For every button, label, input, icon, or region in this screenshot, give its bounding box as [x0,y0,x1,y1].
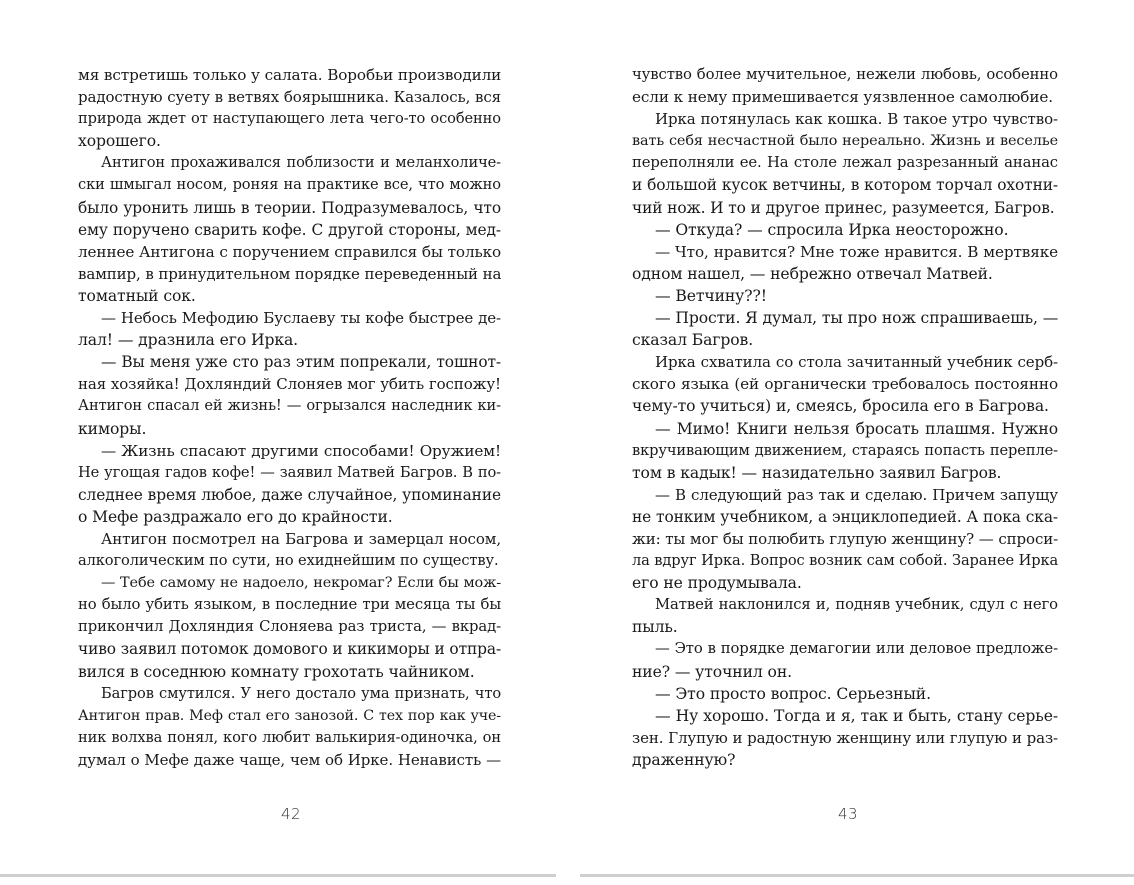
text-line: зен. Глупую и радостную женщину или глупую и раз- [632,728,1058,747]
text-line: драженную? [632,750,736,769]
text-line: было уронить лишь в теории. Подразумевалось, что [78,198,501,217]
text-line: Не угощая гадов кофе! — заявил Матвей Багров. В по- [78,463,501,481]
text-line: — Жизнь спасают другими способами! Оружием! [101,441,501,460]
text-line: прикончил Дохляндия Слоняева раз триста, — вкрад- [78,618,501,636]
text-line: ние? — уточнил он. [632,662,792,681]
text-line: — Мимо! Книги нельзя бросать плашмя. Нужно [655,419,1058,438]
text-line: Антигон посмотрел на Багрова и замерцал носом, [101,529,501,548]
text-line: но было убить языком, в последние три месяца ты бы [78,596,501,614]
text-line: Матвей наклонился и, подняв учебник, сдул с него [655,596,1058,614]
right-page-bottom-edge [580,874,1134,877]
text-line: Антигон спасал ей жизнь! — огрызался наследник ки- [78,397,501,415]
text-line: — Прости. Я думал, ты про нож спрашиваешь, — [655,309,1059,328]
text-line: Антигон прав. Меф стал его занозой. С тех пор как уче- [78,707,501,724]
text-line: ского языка (ей органически требовалось постоянно [632,375,1058,394]
left-page [0,0,560,885]
text-line: одном нашел, — небрежно отвечал Матвей. [632,264,993,283]
text-line: Багров смутился. У него достало ума признать, что [101,684,501,702]
text-line: вать себя несчастной было нереально. Жизнь и веселье [632,133,1058,150]
text-line: — В следующий раз так и сделаю. Причем запущу [655,485,1058,504]
text-line: — Это просто вопрос. Серьезный. [655,684,931,703]
text-line: — Ветчину??! [655,286,767,305]
right-page-text [632,64,1058,771]
text-line: — Откуда? — спросила Ирка неосторожно. [655,220,1009,239]
text-line: сказал Багров. [632,331,754,350]
left-page-text [78,64,501,771]
text-line: ему поручено сварить кофе. С другой стороны, мед- [78,220,501,239]
left-page-bottom-edge [0,874,556,877]
text-line: том в кадык! — назидательно заявил Багров. [632,463,1002,482]
text-line: Ирка схватила со стола зачитанный учебник серб- [655,353,1058,372]
text-line: ски шмыгал носом, роняя на практике все, что можно [78,176,501,194]
text-line: о Мефе раздражало его до крайности. [78,507,393,526]
text-line: Ирка потянулась как кошка. В такое утро чувство- [655,110,1058,129]
text-line: ла вдруг Ирка. Вопрос возник сам собой. Заранее Ирка [632,552,1059,570]
text-line: и большой кусок ветчины, в котором торчал охотни- [632,176,1058,195]
text-line: думал о Мефе даже чаще, чем об Ирке. Ненависть — [78,750,501,769]
text-line: — Небось Мефодию Буслаеву ты кофе быстрее де- [101,309,501,328]
text-line: пыль. [632,618,678,637]
left-page-number: 42 [281,805,302,823]
text-line: вкручивающим движением, стараясь попасть перепле- [632,441,1058,459]
text-line: — Тебе самому не надоело, некромаг? Если бы мож- [101,575,501,592]
text-line: Антигон прохаживался поблизости и меланхоличе- [101,154,501,172]
text-line: не тонким учебником, а энциклопедией. А пока ска- [632,507,1058,526]
book-gutter [560,0,574,885]
text-line: — Вы меня уже сто раз этим попрекали, тошнот- [101,353,501,372]
text-line: чему-то учиться) и, смеясь, бросила его в Багрова. [632,397,1049,416]
text-line: чувство более мучительное, нежели любовь, особенно [632,66,1058,83]
text-line: лал! — дразнила его Ирка. [78,331,299,350]
text-line: хорошего. [78,132,161,151]
text-line: киморы. [78,419,147,438]
text-line: — Это в порядке демагогии или деловое предложе- [655,640,1058,658]
text-line: томатный сок. [78,286,196,305]
text-line: вился в соседнюю комнату грохотать чайником. [78,662,475,681]
text-line: его не продумывала. [632,574,802,593]
text-line: — Ну хорошо. Тогда и я, так и быть, стану серье- [655,706,1058,725]
text-line: алкоголическим по сути, но ехиднейшим по существу. [78,552,499,570]
text-line: ная хозяйка! Дохляндий Слоняев мог убить госпожу! [78,375,501,394]
text-line: следнее время любое, даже случайное, упоминание [78,485,501,504]
text-line: если к нему примешивается уязвленное самолюбие. [632,88,1053,107]
text-line: жи: ты мог бы полюбить глупую женщину? — спроси- [632,529,1059,548]
text-line: переполняли ее. На столе лежал разрезанный ананас [632,154,1058,172]
text-line: чиво заявил потомок домового и кикиморы и отпра- [78,640,502,659]
text-line: радостную суету в ветвях боярышника. Казалось, вся [78,88,501,107]
text-line: ник волхва понял, кого любит валькирия-одиночка, он [78,728,501,746]
text-line: — Что, нравится? Мне тоже нравится. В мертвяке [655,242,1058,261]
right-page-number: 43 [838,805,859,823]
right-page [574,0,1134,885]
text-line: мя встретишь только у салата. Воробьи производили [78,66,502,84]
text-line: леннее Антигона с поручением справился бы только [78,242,502,261]
text-line: чий нож. И то и другое принес, разумеется, Багров. [632,198,1055,217]
text-line: вампир, в принудительном порядке переведенный на [78,264,502,283]
text-line: природа ждет от наступающего лета чего-то особенно [78,110,501,128]
